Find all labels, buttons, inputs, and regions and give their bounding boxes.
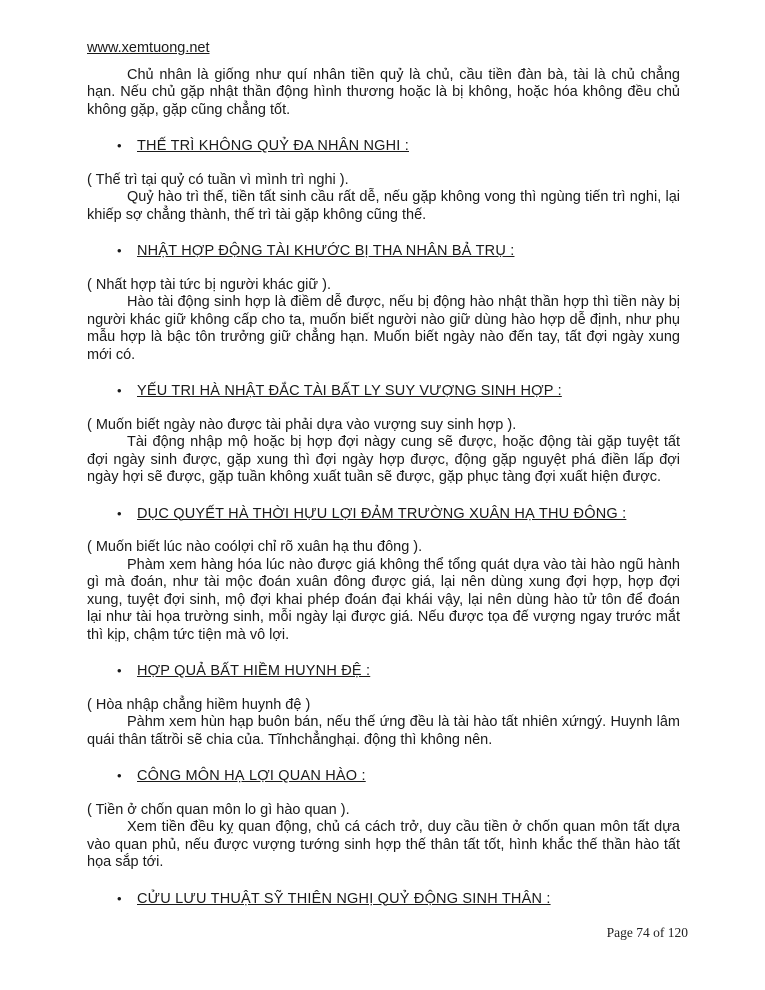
section-body: Phàm xem hàng hóa lúc nào được giá không thể tổng quát dựa vào tài hào ngũ hành gì mà đoán, như tài mộc đoán xuân đông được giá, lại nên dùng xung đợi hợp, hợp đợi xung, tuyệt đợi sinh, mộ đợi khai phép đoán đại khái vậy, lại nên dùng hào tử tôn để đoán lại như tài họa trường sinh, mỗi ngày lại được giá. Nếu được tọa đế vượng ngay trước mắt thì kịp, chậm tức tiện mà vô lợi. xyxy=(87,556,680,643)
section-body: Hào tài động sinh hợp là điềm dễ được, nếu bị động hào nhật thần hợp thì tiền này bị người khác giữ không cấp cho ta, muốn biết người nào giữ dùng hào hợp dễ định, như phụ mẫu hợp là bậc tôn trưởng giữ chẳng hạn. Muốn biết ngày nào đến tay, tất đợi ngày xung mới có. xyxy=(87,294,680,363)
section-heading-row xyxy=(87,767,680,786)
page-footer xyxy=(607,924,688,942)
bullet-icon: • xyxy=(117,505,122,521)
section-heading-row xyxy=(87,662,680,681)
section-annotation: ( Thế trì tại quỷ có tuần vì mình trì nghi ). xyxy=(87,171,349,188)
section-heading-row xyxy=(87,890,680,909)
section-annotation: ( Muốn biết ngày nào được tài phải dựa vào vượng suy sinh hợp ). xyxy=(87,416,517,433)
section-heading: YẾU TRI HÀ NHẬT ĐẮC TÀI BẤT LY SUY VƯỢNG SINH HỢP : xyxy=(137,383,562,399)
site-url-link[interactable]: www.xemtuong.net xyxy=(87,40,210,56)
section xyxy=(87,890,680,909)
section xyxy=(87,137,680,224)
section-heading: THẾ TRÌ KHÔNG QUỶ ĐA NHÂN NGHI : xyxy=(137,138,409,154)
section-annotation: ( Muốn biết lúc nào coólợi chỉ rõ xuân hạ thu đông ). xyxy=(87,539,423,555)
section-body: Pàhm xem hùn hạp buôn bán, nếu thế ứng đều là tài hào tất nhiên xứngý. Huynh lâm quái thân tấtrồi sẽ chia của. Tĩnhchẳnghại. động thì không nên. xyxy=(87,714,680,748)
bullet-icon: • xyxy=(117,383,122,398)
bullet-icon: • xyxy=(117,243,122,258)
bullet-icon: • xyxy=(117,890,122,906)
section-heading: CỬU LƯU THUẬT SỸ THIÊN NGHỊ QUỶ ĐỘNG SINH THÂN : xyxy=(137,890,551,907)
section xyxy=(87,382,680,487)
section-annotation: ( Tiền ở chốn quan môn lo gì hào quan ). xyxy=(87,801,350,818)
page-number: Page 74 of 120 xyxy=(606,925,688,940)
section-heading-row xyxy=(87,242,680,261)
section-heading: HỢP QUẢ BẤT HIỀM HUYNH ĐỆ : xyxy=(137,663,371,679)
section-heading: CÔNG MÔN HẠ LỢI QUAN HÀO : xyxy=(137,768,366,784)
intro-paragraph: Chủ nhân là giống như quí nhân tiền quỷ là chủ, cầu tiền đàn bà, tài là chủ chẳng hạn. Nếu chủ gặp nhật thần động hình thương hoặc là bị không, hoặc hóa không đều chủ không gặp, gặp cũng chẳng tốt. xyxy=(87,66,680,118)
bullet-icon: • xyxy=(117,663,122,678)
section xyxy=(87,662,680,749)
section xyxy=(87,242,680,364)
section-body: Xem tiền đều kỵ quan động, chủ cá cách trở, duy cầu tiền ở chốn quan môn tất dựa vào quan phủ, nếu được vượng tướng sinh hợp thế thân tất tốt, hình khắc thế thần hào tất họa sắp tới. xyxy=(87,819,680,870)
section-heading-row xyxy=(87,505,680,524)
section-annotation: ( Nhất hợp tài tức bị người khác giữ ). xyxy=(87,276,331,293)
section-heading: DỤC QUYẾT HÀ THỜI HỰU LỢI ĐẢM TRƯỜNG XUÂN HẠ THU ĐÔNG : xyxy=(137,505,627,522)
section-heading-row xyxy=(87,137,680,156)
section-annotation: ( Hòa nhập chẳng hiềm huynh đệ ) xyxy=(87,696,311,713)
section-heading: NHẬT HỢP ĐỘNG TÀI KHƯỚC BỊ THA NHÂN BẢ TRỤ : xyxy=(137,243,515,259)
section xyxy=(87,767,680,872)
section-heading-row xyxy=(87,382,680,401)
bullet-icon: • xyxy=(117,768,122,783)
section-body: Quỷ hào trì thế, tiền tất sinh cầu rất dễ, nếu gặp không vong thì ngùng tiến trì nghi, lại khiếp sợ chẳng thành, thế trì tài gặp không cũng thế. xyxy=(87,189,680,223)
section-body: Tài động nhập mộ hoặc bị hợp đợi nàgy cung sẽ được, hoặc động tài gặp tuyệt tất đợi ngày sinh được, gặp xung thì đợi ngày hợp được, động gặp nguyệt phá điền lấp đợi ngày hợi sẽ được, gặp tuần không xuất tuần sẽ được, gặp phục tàng đợi xuất hiện được. xyxy=(87,434,680,485)
bullet-icon: • xyxy=(117,138,122,153)
section xyxy=(87,505,680,645)
